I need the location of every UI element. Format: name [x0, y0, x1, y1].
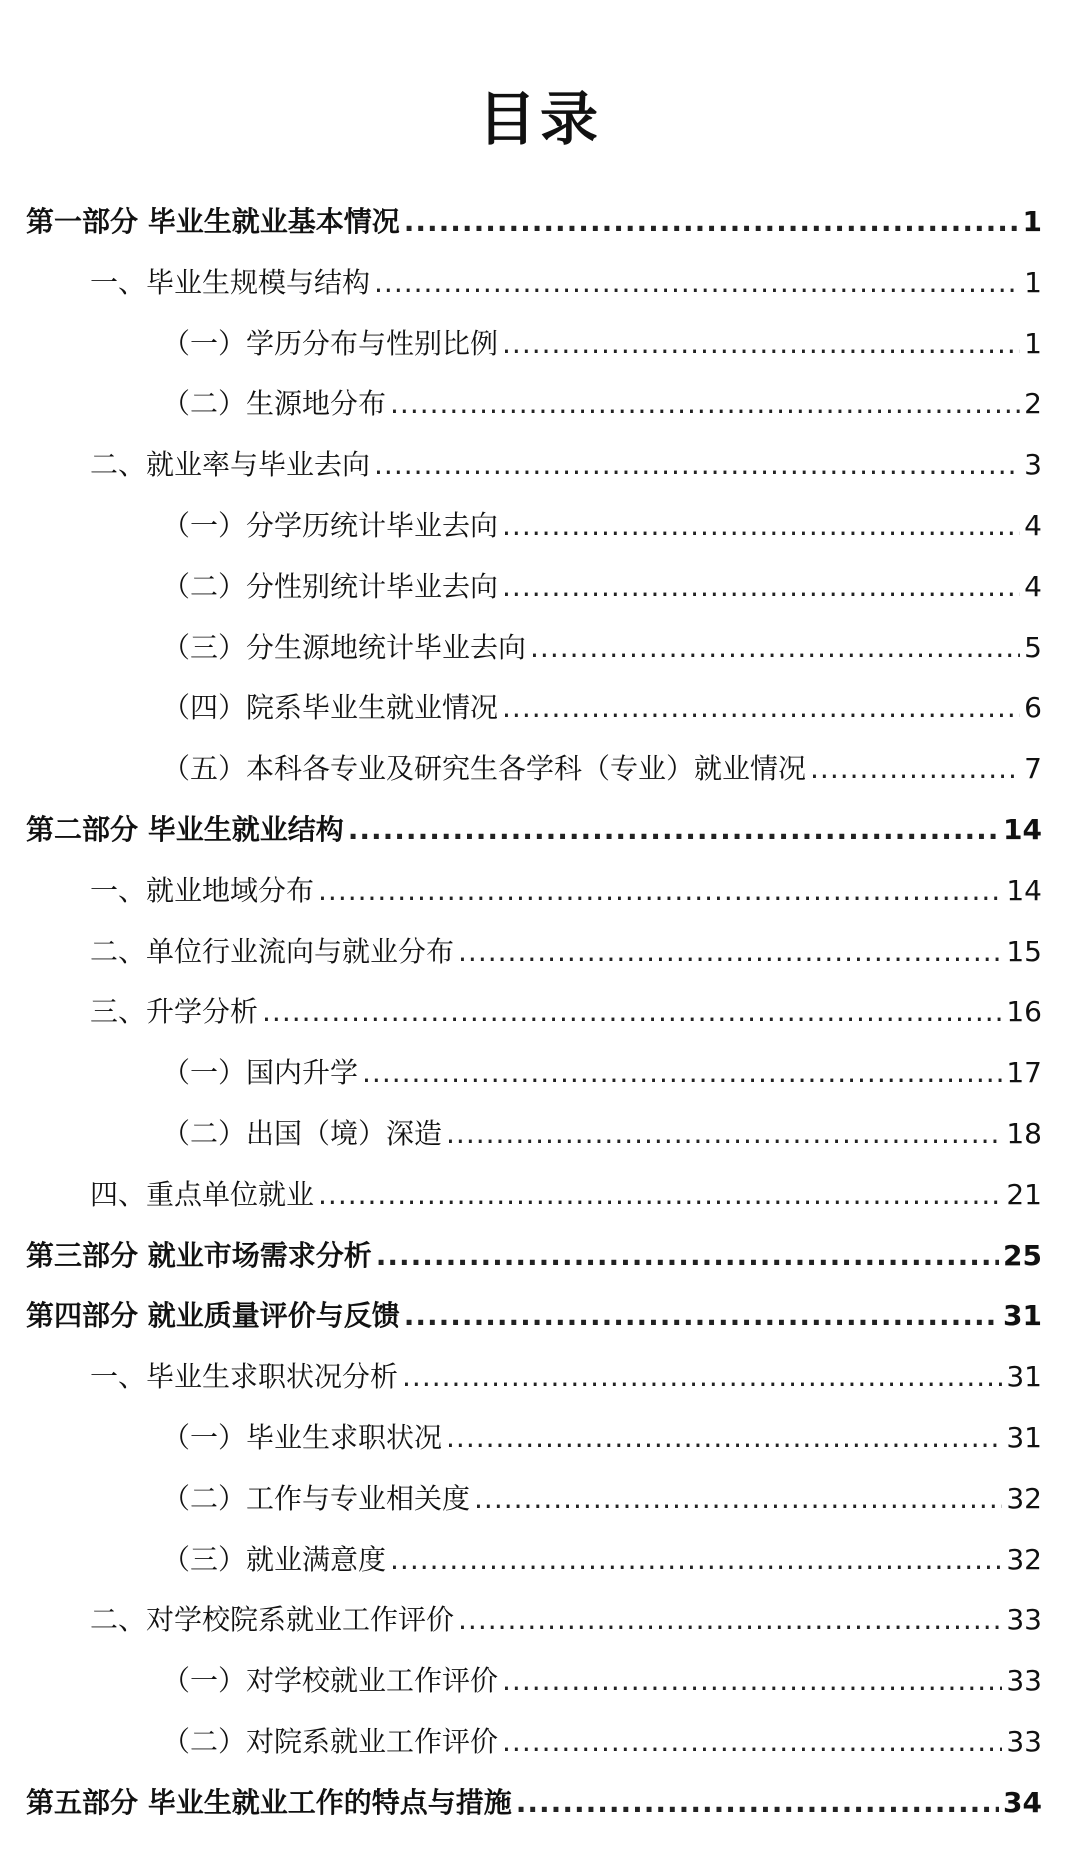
dot-leader — [446, 1117, 1002, 1150]
dot-leader — [502, 327, 1020, 360]
toc-entry-page: 1 — [1024, 326, 1042, 360]
dot-leader — [530, 631, 1020, 664]
toc-entry-label: （一）对学校就业工作评价 — [162, 1664, 499, 1698]
toc-entry-page: 33 — [1006, 1603, 1042, 1637]
toc-entry-label: （一）毕业生求职状况 — [162, 1421, 443, 1454]
toc-entry-label: 一、毕业生规模与结构 — [90, 265, 371, 299]
toc-entry-label: （四）院系毕业生就业情况 — [162, 691, 499, 725]
toc-entry[interactable] — [90, 869, 1042, 913]
toc-entry[interactable] — [162, 504, 1042, 548]
toc-entry-page: 5 — [1024, 630, 1042, 664]
toc-entry[interactable] — [90, 930, 1042, 974]
toc-entry[interactable] — [162, 1538, 1042, 1582]
toc-entry[interactable] — [162, 1477, 1042, 1521]
dot-leader — [446, 1421, 1002, 1454]
dot-leader — [502, 570, 1020, 603]
toc-entry-page: 17 — [1006, 1056, 1042, 1090]
toc-entry[interactable] — [162, 1720, 1042, 1764]
toc-entry-page: 4 — [1024, 509, 1042, 542]
dot-leader — [458, 1603, 1002, 1636]
toc-entry-label: （三）分生源地统计毕业去向 — [162, 630, 527, 664]
toc-entry-label: 第五部分 毕业生就业工作的特点与措施 — [26, 1785, 512, 1819]
toc-entry-page: 2 — [1024, 387, 1042, 421]
dot-leader — [348, 813, 999, 846]
toc-entry[interactable] — [90, 1598, 1042, 1642]
toc-entry-page: 31 — [1006, 1360, 1042, 1394]
toc-entry-label: 第三部分 就业市场需求分析 — [26, 1238, 372, 1272]
toc-entry[interactable] — [26, 1294, 1042, 1338]
toc-entry-label: （二）出国（境）深造 — [162, 1117, 443, 1150]
toc-entry[interactable] — [90, 1173, 1042, 1217]
toc-entry[interactable] — [26, 1781, 1042, 1825]
toc-entry-page: 31 — [1003, 1299, 1042, 1333]
toc-entry[interactable] — [162, 1051, 1042, 1095]
dot-leader — [390, 1543, 1002, 1576]
toc-entry-label: 第四部分 就业质量评价与反馈 — [26, 1299, 400, 1333]
toc-entry-label: 一、就业地域分布 — [90, 873, 315, 907]
dot-leader — [262, 995, 1002, 1028]
toc-entry-label: （一）国内升学 — [162, 1056, 359, 1090]
toc-entry-label: （一）分学历统计毕业去向 — [162, 509, 499, 542]
toc-entry-label: （二）分性别统计毕业去向 — [162, 569, 499, 603]
toc-entry[interactable] — [26, 808, 1042, 852]
toc-entry-page: 14 — [1003, 813, 1042, 846]
toc-entry-page: 31 — [1006, 1421, 1042, 1454]
toc-entry[interactable] — [26, 1234, 1042, 1278]
toc-entry-page: 14 — [1006, 873, 1042, 907]
toc-entry-label: （三）就业满意度 — [162, 1542, 387, 1576]
page-title: 目录 — [477, 85, 602, 153]
dot-leader — [502, 1725, 1002, 1758]
toc-entry[interactable] — [162, 322, 1042, 366]
toc-entry-page: 16 — [1006, 995, 1042, 1029]
toc-entry-page: 33 — [1006, 1725, 1042, 1758]
toc-entry-label: （一）学历分布与性别比例 — [162, 326, 499, 360]
dot-leader — [404, 205, 1019, 238]
toc-entry[interactable] — [162, 1416, 1042, 1460]
toc-entry-label: 二、对学校院系就业工作评价 — [90, 1603, 455, 1637]
toc-entry-page: 18 — [1006, 1117, 1042, 1150]
toc-entry-label: 二、就业率与毕业去向 — [90, 448, 371, 482]
dot-leader — [402, 1360, 1002, 1393]
toc-entry-page: 1 — [1024, 265, 1042, 299]
toc-entry[interactable] — [162, 1659, 1042, 1703]
toc-entry-label: 第二部分 毕业生就业结构 — [26, 813, 344, 846]
dot-leader — [474, 1482, 1002, 1515]
toc-entry[interactable] — [90, 443, 1042, 487]
toc-entry-label: （二）工作与专业相关度 — [162, 1481, 471, 1515]
toc-entry-page: 34 — [1003, 1785, 1042, 1819]
toc-entry-label: （二）生源地分布 — [162, 387, 387, 421]
dot-leader — [374, 448, 1020, 481]
dot-leader — [376, 1239, 999, 1272]
toc-entry[interactable] — [162, 565, 1042, 609]
toc-entry-page: 15 — [1006, 934, 1042, 968]
toc-entry-page: 33 — [1006, 1664, 1042, 1698]
toc-entry-label: 二、单位行业流向与就业分布 — [90, 934, 455, 968]
toc-entry-page: 6 — [1024, 691, 1042, 725]
dot-leader — [502, 691, 1020, 724]
toc-entry-label: （二）对院系就业工作评价 — [162, 1725, 499, 1758]
toc-entry-page: 3 — [1024, 448, 1042, 482]
dot-leader — [502, 509, 1020, 542]
toc-entry-page: 21 — [1006, 1177, 1042, 1211]
toc-entry[interactable] — [90, 990, 1042, 1034]
toc-entry-label: 一、毕业生求职状况分析 — [90, 1360, 399, 1394]
toc-entry-label: 第一部分 毕业生就业基本情况 — [26, 205, 400, 238]
toc-entry[interactable] — [26, 200, 1042, 244]
dot-leader — [318, 1178, 1002, 1211]
dot-leader — [374, 266, 1020, 299]
toc-entry[interactable] — [162, 626, 1042, 670]
dot-leader — [458, 935, 1002, 968]
dot-leader — [810, 752, 1020, 785]
toc-entry[interactable] — [162, 686, 1042, 730]
toc-entry-label: 四、重点单位就业 — [90, 1177, 315, 1211]
toc-entry[interactable] — [162, 382, 1042, 426]
dot-leader — [318, 874, 1002, 907]
toc-entry-page: 4 — [1024, 569, 1042, 603]
dot-leader — [404, 1299, 999, 1332]
toc-entry-page: 1 — [1022, 205, 1042, 238]
dot-leader — [516, 1786, 999, 1819]
toc-entry[interactable] — [162, 747, 1042, 791]
dot-leader — [390, 387, 1020, 420]
toc-entry[interactable] — [90, 1355, 1042, 1399]
toc-entry-label: 三、升学分析 — [90, 995, 259, 1029]
toc-entry-label: （五）本科各专业及研究生各学科（专业）就业情况 — [162, 752, 807, 786]
toc-entry-page: 25 — [1003, 1238, 1042, 1272]
toc-entry-page: 7 — [1024, 752, 1042, 786]
toc-entry[interactable] — [162, 1112, 1042, 1156]
dot-leader — [362, 1056, 1002, 1089]
dot-leader — [502, 1664, 1002, 1697]
toc-entry-page: 32 — [1006, 1481, 1042, 1515]
toc-entry[interactable] — [90, 261, 1042, 305]
toc-entry-page: 32 — [1006, 1542, 1042, 1576]
